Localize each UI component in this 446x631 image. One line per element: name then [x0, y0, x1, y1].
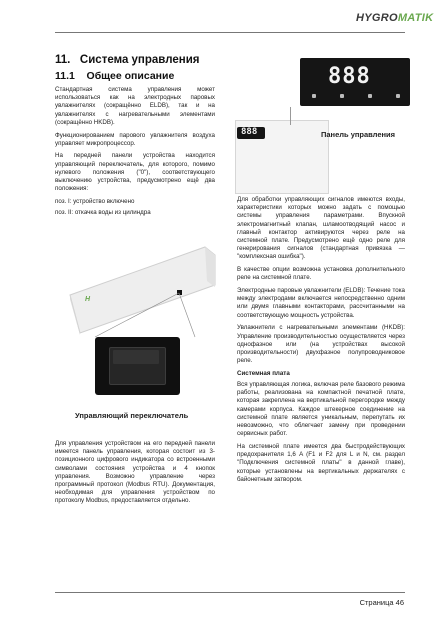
small-display-digits: 888 — [241, 127, 258, 137]
paragraph: В качестве опции возможна установка дополнительного реле на системной плате. — [237, 266, 405, 282]
footer-rule — [55, 592, 405, 593]
switch-highlight — [113, 350, 159, 364]
paragraph: Для управления устройством на его передней панели имеется панель управления, которая состоит из 3-позиционного цифрового индикатора со встроенными символами состояния устройства и 4 кнопок управления. Возможно управление через программный протокол (Modbus RTU). Документация, необходимая для управления устройством по протоколу Modbus, предоставляется отдельно. — [55, 440, 215, 505]
device-housing — [70, 247, 215, 333]
logo-prefix: HYGRO — [356, 12, 398, 24]
left-column-bottom — [55, 440, 215, 510]
paragraph: Функционированием парового увлажнителя воздуха управляет микропроцессор. — [55, 131, 215, 147]
paragraph: Стандартная система управления может использоваться как на электродных паровых увлажнителях (сокращённо ELDB), так и на увлажнителях с нагревательными элементами (сокращённо HKDB). — [55, 86, 215, 126]
device-logo-mark: H — [85, 296, 91, 303]
panel-button-1[interactable] — [312, 94, 316, 98]
paragraph: Для обработки управляющих сигналов имеются входы, характеристики которых можно задать с помощью системы управления параметрами. Впускной электромагнитный клапан, шламоотводящий насос и главный контактор активируются через реле на системной плате. Предусмотрено ещё одно реле для генерирования сигналов (стандартная привязка — "комплексная ошибка"). — [237, 196, 405, 261]
hygromatik-logo — [356, 12, 433, 24]
sub-heading: Системная плата — [237, 369, 290, 377]
switch-caption: Управляющий переключатель — [75, 411, 189, 420]
paragraph: На системной плате имеется два быстродействующих предохранителя 1,6 A (F1 и F2 для L и N, см. раздел "Подключения системной платы" в данной главе), которые установлены на вертикальных держателях с байонетным затвором. — [237, 442, 405, 483]
panel-button-2[interactable] — [340, 94, 344, 98]
paragraph: Электродные паровые увлажнители (ELDB): Течение тока между электродами включается непосредственно одним или двумя главными контакторами, рассчитанными на соответствующую мощность устройства. — [237, 287, 405, 319]
panel-display — [300, 58, 410, 106]
header-rule — [55, 32, 405, 33]
position-two: поз. II: откачка воды из цилиндра — [55, 208, 151, 216]
display-digits: 888 — [328, 64, 371, 89]
panel-connector-line — [290, 107, 291, 125]
left-column-top — [55, 86, 215, 219]
paragraph: На передней панели устройства находится управляющий переключатель, для которого, помимо нулевого положения ("0"), соответствующего выключению устройства, предусмотрено ещё два положения: — [55, 152, 215, 193]
humidifier-switch-illustration — [55, 225, 220, 435]
position-one: поз. I: устройство включено — [55, 197, 135, 205]
panel-display-small — [237, 127, 265, 139]
logo-suffix: MATIK — [397, 12, 434, 24]
panel-button-3[interactable] — [368, 94, 372, 98]
paragraph: Увлажнители с нагревательными элементами (HKDB): Управление производительностью осуществляется через однофазное или (на устройствах высокой производительности) двухфазное полупроводниковое реле. — [237, 324, 405, 365]
right-column — [237, 196, 405, 489]
section-subtitle: 11.1 Общее описание — [55, 70, 175, 82]
page-number: Страница 46 — [359, 598, 404, 607]
paragraph: Вся управляющая логика, включая реле базового режима работы, реализована на компактной печатной плате, которая закреплена на вертикальной перегородке между камерами корпуса. Каждое штекерное соединение на системной плате является уникальным, перепутать их невозможно, что облегчает замену при проведении сервисных работ. — [237, 381, 405, 438]
panel-button-4[interactable] — [396, 94, 400, 98]
section-title: 11. Система управления — [55, 54, 200, 66]
control-switch[interactable] — [95, 337, 180, 395]
panel-caption: Панель управления — [321, 130, 396, 139]
